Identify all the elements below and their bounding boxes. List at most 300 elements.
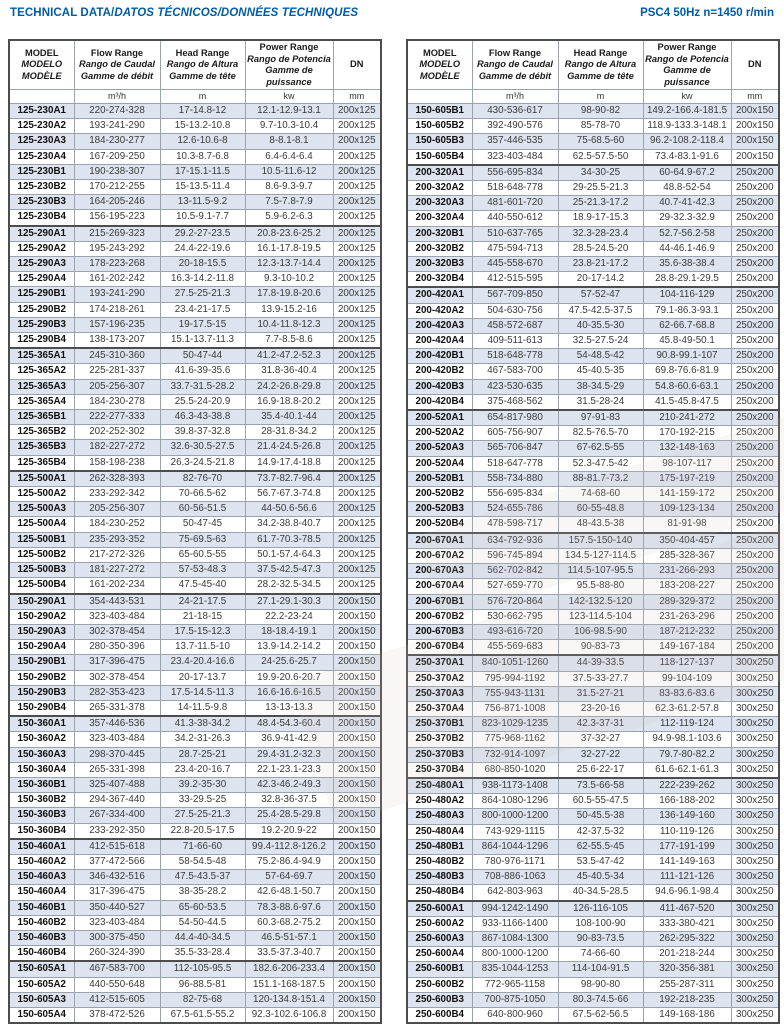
head-range-cell: 39.2-35-30 <box>160 777 245 792</box>
table-row <box>407 931 779 946</box>
head-range-cell: 41.3-38-34.2 <box>160 716 245 732</box>
head-range-cell: 13-11.5-9.2 <box>160 195 245 210</box>
power-range-cell: 25.4-28.5-29.8 <box>245 808 333 823</box>
table-row <box>9 364 381 379</box>
col-header-power-range: Power Range Rango de Potencia Gamme de puissance <box>245 40 333 90</box>
table-row <box>9 333 381 349</box>
table-row <box>407 349 779 364</box>
unit-dn: mm <box>333 90 381 104</box>
dn-cell: 300x250 <box>731 901 779 917</box>
model-cell: 150-460A4 <box>9 885 74 900</box>
dn-cell: 200x125 <box>333 317 381 332</box>
flow-range-cell: 823-1029-1235 <box>472 717 558 732</box>
table-row <box>407 456 779 471</box>
head-range-cell: 34.2-31-26.3 <box>160 732 245 747</box>
dn-cell: 200x125 <box>333 471 381 487</box>
head-range-cell: 73.5-66-58 <box>558 778 643 794</box>
flow-range-cell: 195-243-292 <box>74 241 160 256</box>
flow-range-cell: 178-223-268 <box>74 257 160 272</box>
power-range-cell: 60.3-68.2-75.2 <box>245 915 333 930</box>
dn-cell: 200x150 <box>731 134 779 149</box>
power-range-cell: 8.6-9.3-9.7 <box>245 180 333 195</box>
model-cell: 200-670A4 <box>407 579 472 594</box>
flow-range-cell: 346-432-516 <box>74 870 160 885</box>
table-row <box>407 686 779 701</box>
col-header-flow-range: Flow Range Rango de Caudal Gamme de débit <box>472 40 558 90</box>
power-range-cell: 90.8-99.1-107 <box>643 349 731 364</box>
dn-cell: 200x150 <box>333 854 381 869</box>
flow-range-cell: 282-353-423 <box>74 685 160 700</box>
table-row <box>9 793 381 808</box>
head-range-cell: 71-66-60 <box>160 839 245 855</box>
table-row <box>407 839 779 854</box>
model-cell: 200-320A4 <box>407 211 472 226</box>
power-range-cell: 36.9-41-42.9 <box>245 732 333 747</box>
dn-cell: 250x200 <box>731 379 779 394</box>
power-range-cell: 45.8-49-50.1 <box>643 334 731 349</box>
power-range-cell: 132-148-163 <box>643 441 731 456</box>
table-row <box>9 302 381 317</box>
dn-cell: 200x125 <box>333 210 381 226</box>
dn-cell: 300x250 <box>731 1007 779 1023</box>
table-row <box>407 901 779 917</box>
power-range-cell: 69.8-76.6-81.9 <box>643 364 731 379</box>
head-range-cell: 44-39-33.5 <box>558 655 643 671</box>
power-range-cell: 35.6-38-38.4 <box>643 257 731 272</box>
flow-range-cell: 412-515-595 <box>472 272 558 288</box>
dn-cell: 200x150 <box>333 961 381 977</box>
power-range-cell: 118.9-133.3-148.1 <box>643 119 731 134</box>
dn-cell: 200x125 <box>333 104 381 119</box>
head-range-cell: 24.4-22-19.6 <box>160 241 245 256</box>
dn-cell: 250x200 <box>731 394 779 410</box>
power-range-cell: 16.9-18.8-20.2 <box>245 394 333 409</box>
dn-cell: 250x200 <box>731 441 779 456</box>
dn-cell: 300x250 <box>731 870 779 885</box>
table-row <box>407 594 779 609</box>
power-range-cell: 177-191-199 <box>643 839 731 854</box>
head-range-cell: 65-60.5-55 <box>160 547 245 562</box>
model-cell: 150-605A4 <box>9 1007 74 1023</box>
power-range-cell: 149.2-166.4-181.5 <box>643 104 731 119</box>
flow-range-cell: 378-472-526 <box>74 1007 160 1023</box>
dn-cell: 200x125 <box>333 410 381 425</box>
model-cell: 125-290A3 <box>9 257 74 272</box>
power-range-cell: 333-380-421 <box>643 916 731 931</box>
power-range-cell: 54.8-60.6-63.1 <box>643 379 731 394</box>
model-cell: 150-605A1 <box>9 961 74 977</box>
table-row <box>407 762 779 778</box>
flow-range-cell: 800-1000-1200 <box>472 809 558 824</box>
table-row <box>9 854 381 869</box>
power-range-cell: 255-287-311 <box>643 977 731 992</box>
dn-cell: 200x150 <box>333 793 381 808</box>
model-cell: 200-320B2 <box>407 241 472 256</box>
table-row <box>407 517 779 533</box>
head-range-cell: 70-66.5-62 <box>160 487 245 502</box>
flow-range-cell: 481-601-720 <box>472 196 558 211</box>
unit-flow: m³/h <box>74 90 160 104</box>
power-range-cell: 7.5-7.8-7.9 <box>245 195 333 210</box>
power-range-cell: 22.1-23.1-23.3 <box>245 762 333 777</box>
table-row <box>407 272 779 288</box>
model-cell: 125-500A1 <box>9 471 74 487</box>
power-range-cell: 320-356-381 <box>643 962 731 977</box>
head-range-cell: 44.4-40-34.5 <box>160 930 245 945</box>
dn-cell: 300x250 <box>731 762 779 778</box>
model-cell: 200-420B1 <box>407 349 472 364</box>
flow-range-cell: 302-378-454 <box>74 624 160 639</box>
power-range-cell: 29.4-31.2-32.3 <box>245 747 333 762</box>
flow-range-cell: 193-241-290 <box>74 287 160 302</box>
flow-range-cell: 235-293-352 <box>74 532 160 547</box>
model-cell: 125-230A1 <box>9 104 74 119</box>
power-range-cell: 28.2-32.5-34.5 <box>245 578 333 594</box>
table-row <box>407 426 779 441</box>
flow-range-cell: 412-515-618 <box>74 839 160 855</box>
model-cell: 125-290A2 <box>9 241 74 256</box>
head-range-cell: 18.9-17-15.3 <box>558 211 643 226</box>
flow-range-cell: 530-662-795 <box>472 609 558 624</box>
head-range-cell: 74-68-60 <box>558 487 643 502</box>
dn-cell: 250x200 <box>731 241 779 256</box>
power-range-cell: 166-188-202 <box>643 794 731 809</box>
table-row <box>9 946 381 962</box>
flow-range-cell: 265-331-398 <box>74 762 160 777</box>
flow-range-cell: 867-1084-1300 <box>472 931 558 946</box>
model-cell: 250-480A4 <box>407 824 472 839</box>
model-cell: 125-500A4 <box>9 517 74 532</box>
table-row <box>9 210 381 226</box>
model-cell: 200-670A2 <box>407 548 472 563</box>
table-header <box>9 40 381 104</box>
power-range-cell: 99.4-112.8-126.2 <box>245 839 333 855</box>
flow-range-cell: 478-598-717 <box>472 517 558 533</box>
power-range-cell: 170-192-215 <box>643 426 731 441</box>
model-cell: 125-230A4 <box>9 149 74 164</box>
table-row <box>407 732 779 747</box>
model-cell: 250-480A2 <box>407 794 472 809</box>
power-range-cell: 289-329-372 <box>643 594 731 609</box>
dn-cell: 250x200 <box>731 487 779 502</box>
flow-range-cell: 565-706-847 <box>472 441 558 456</box>
model-cell: 200-520A1 <box>407 410 472 426</box>
model-cell: 200-670B2 <box>407 609 472 624</box>
head-range-cell: 35.5-33-28.4 <box>160 946 245 962</box>
model-cell: 200-420B3 <box>407 379 472 394</box>
dn-cell: 200x150 <box>333 732 381 747</box>
dn-cell: 200x150 <box>333 930 381 945</box>
model-cell: 150-460B4 <box>9 946 74 962</box>
model-cell: 200-320A3 <box>407 196 472 211</box>
table-row <box>9 747 381 762</box>
head-range-cell: 98-90-82 <box>558 104 643 119</box>
flow-range-cell: 245-310-360 <box>74 348 160 364</box>
col-header-head-range: Head Range Rango de Altura Gamme de tête <box>160 40 245 90</box>
flow-range-cell: 205-256-307 <box>74 379 160 394</box>
head-range-cell: 67.5-61.5-55.2 <box>160 1007 245 1023</box>
dn-cell: 200x150 <box>333 670 381 685</box>
dn-cell: 300x250 <box>731 778 779 794</box>
flow-range-cell: 323-403-484 <box>74 915 160 930</box>
flow-range-cell: 467-583-700 <box>472 364 558 379</box>
col-header-model: MODEL MODELO MODÈLE <box>9 40 74 90</box>
flow-range-cell: 377-472-566 <box>74 854 160 869</box>
flow-range-cell: 323-403-484 <box>472 149 558 165</box>
model-cell: 200-420A2 <box>407 303 472 318</box>
flow-range-cell: 262-328-393 <box>74 471 160 487</box>
head-range-cell: 21-18-15 <box>160 609 245 624</box>
head-range-cell: 96-88.5-81 <box>160 977 245 992</box>
power-range-cell: 42.3-46.2-49.3 <box>245 777 333 792</box>
head-range-cell: 15-13.2-10.8 <box>160 119 245 134</box>
model-cell: 250-600B1 <box>407 962 472 977</box>
power-range-cell: 16.6-16.6-16.5 <box>245 685 333 700</box>
model-cell: 200-520B3 <box>407 502 472 517</box>
flow-range-cell: 835-1044-1253 <box>472 962 558 977</box>
table-row <box>407 717 779 732</box>
power-range-cell: 231-263-296 <box>643 609 731 624</box>
flow-range-cell: 161-202-234 <box>74 578 160 594</box>
power-range-cell: 175-197-219 <box>643 471 731 486</box>
head-range-cell: 114.5-107-95.5 <box>558 564 643 579</box>
model-cell: 250-370B1 <box>407 717 472 732</box>
table-row <box>407 471 779 486</box>
col-header-head-range: Head Range Rango de Altura Gamme de tête <box>558 40 643 90</box>
flow-range-cell: 138-173-207 <box>74 333 160 349</box>
flow-range-cell: 157-196-235 <box>74 317 160 332</box>
flow-range-cell: 772-965-1158 <box>472 977 558 992</box>
flow-range-cell: 412-515-605 <box>74 992 160 1007</box>
power-range-cell: 110-119-126 <box>643 824 731 839</box>
model-cell: 200-320A1 <box>407 165 472 181</box>
head-range-cell: 85-78-70 <box>558 119 643 134</box>
flow-range-cell: 294-367-440 <box>74 793 160 808</box>
flow-range-cell: 458-572-687 <box>472 318 558 333</box>
power-range-cell: 13-13-13.3 <box>245 700 333 716</box>
flow-range-cell: 642-803-963 <box>472 885 558 901</box>
power-range-cell: 61.6-62.1-61.3 <box>643 762 731 778</box>
table-row <box>407 809 779 824</box>
model-cell: 150-290B2 <box>9 670 74 685</box>
head-range-cell: 37-32-27 <box>558 732 643 747</box>
power-range-cell: 42.6-48.1-50.7 <box>245 885 333 900</box>
head-range-cell: 17-15.1-11.5 <box>160 164 245 179</box>
flow-range-cell: 357-446-536 <box>74 716 160 732</box>
table-row <box>407 824 779 839</box>
model-cell: 125-365B2 <box>9 425 74 440</box>
dn-cell: 200x150 <box>731 104 779 119</box>
power-range-cell: 33.5-37.3-40.7 <box>245 946 333 962</box>
dn-cell: 200x125 <box>333 379 381 394</box>
power-range-cell: 40.7-41-42.3 <box>643 196 731 211</box>
model-cell: 200-670B1 <box>407 594 472 609</box>
flow-range-cell: 161-202-242 <box>74 272 160 287</box>
model-cell: 250-480B3 <box>407 870 472 885</box>
head-range-cell: 108-100-90 <box>558 916 643 931</box>
model-cell: 150-290A3 <box>9 624 74 639</box>
table-row <box>407 394 779 410</box>
flow-range-cell: 190-238-307 <box>74 164 160 179</box>
power-range-cell: 262-295-322 <box>643 931 731 946</box>
flow-range-cell: 423-530-635 <box>472 379 558 394</box>
head-range-cell: 25.6-22-17 <box>558 762 643 778</box>
table-row <box>9 425 381 440</box>
head-range-cell: 25.5-24-20.9 <box>160 394 245 409</box>
table-row <box>9 977 381 992</box>
flow-range-cell: 267-334-400 <box>74 808 160 823</box>
flow-range-cell: 170-212-255 <box>74 180 160 195</box>
model-cell: 125-500A2 <box>9 487 74 502</box>
col-header-flow-range: Flow Range Rango de Caudal Gamme de débit <box>74 40 160 90</box>
head-range-cell: 52.3-47.5-42 <box>558 456 643 471</box>
flow-range-cell: 864-1080-1296 <box>472 794 558 809</box>
unit-blank <box>407 90 472 104</box>
dn-cell: 200x125 <box>333 195 381 210</box>
model-cell: 125-230A2 <box>9 119 74 134</box>
table-row <box>9 226 381 242</box>
table-row <box>407 885 779 901</box>
model-cell: 125-290B2 <box>9 302 74 317</box>
power-range-cell: 73.7-82.7-96.4 <box>245 471 333 487</box>
model-cell: 250-600A3 <box>407 931 472 946</box>
flow-range-cell: 680-850-1020 <box>472 762 558 778</box>
flow-range-cell: 184-230-278 <box>74 394 160 409</box>
head-range-cell: 65-60-53.5 <box>160 900 245 915</box>
head-range-cell: 157.5-150-140 <box>558 533 643 549</box>
power-range-cell: 52.7-56.2-58 <box>643 226 731 241</box>
dn-cell: 300x250 <box>731 732 779 747</box>
dn-cell: 200x125 <box>333 455 381 471</box>
head-range-cell: 15-13.5-11.4 <box>160 180 245 195</box>
power-range-cell: 285-328-367 <box>643 548 731 563</box>
model-cell: 125-290B3 <box>9 317 74 332</box>
model-cell: 150-360A3 <box>9 747 74 762</box>
table-row <box>9 517 381 532</box>
flow-range-cell: 780-976-1171 <box>472 854 558 869</box>
flow-range-cell: 184-230-277 <box>74 134 160 149</box>
dn-cell: 300x250 <box>731 977 779 992</box>
dn-cell: 200x150 <box>333 594 381 610</box>
head-range-cell: 58-54.5-48 <box>160 854 245 869</box>
flow-range-cell: 440-550-612 <box>472 211 558 226</box>
model-cell: 125-365B4 <box>9 455 74 471</box>
flow-range-cell: 518-648-778 <box>472 349 558 364</box>
dn-cell: 200x150 <box>333 900 381 915</box>
power-range-cell: 104-116-129 <box>643 287 731 303</box>
table-row <box>9 547 381 562</box>
model-cell: 125-365A4 <box>9 394 74 409</box>
model-cell: 200-520A4 <box>407 456 472 471</box>
power-range-cell: 31.8-36-40.4 <box>245 364 333 379</box>
flow-range-cell: 743-929-1115 <box>472 824 558 839</box>
model-cell: 150-460A1 <box>9 839 74 855</box>
dn-cell: 300x250 <box>731 747 779 762</box>
table-row <box>407 149 779 165</box>
power-range-cell: 7.7-8.5-8.6 <box>245 333 333 349</box>
dn-cell: 250x200 <box>731 456 779 471</box>
head-range-cell: 50-45.5-38 <box>558 809 643 824</box>
head-range-cell: 27.5-25-21.3 <box>160 808 245 823</box>
dn-cell: 200x125 <box>333 547 381 562</box>
dn-cell: 200x125 <box>333 348 381 364</box>
power-range-cell: 111-121-126 <box>643 870 731 885</box>
model-cell: 125-290A4 <box>9 272 74 287</box>
power-range-cell: 19.9-20.6-20.7 <box>245 670 333 685</box>
flow-range-cell: 562-702-842 <box>472 564 558 579</box>
dn-cell: 200x125 <box>333 149 381 164</box>
power-range-cell: 120-134.8-151.4 <box>245 992 333 1007</box>
power-range-cell: 201-218-244 <box>643 947 731 962</box>
table-row <box>9 287 381 302</box>
head-range-cell: 80.3-74.5-66 <box>558 992 643 1007</box>
head-range-cell: 32.3-28-23.4 <box>558 226 643 241</box>
dn-cell: 300x250 <box>731 854 779 869</box>
dn-cell: 300x250 <box>731 962 779 977</box>
model-cell: 150-290B3 <box>9 685 74 700</box>
table-row <box>9 563 381 578</box>
table-row <box>9 317 381 332</box>
head-range-cell: 46.3-43-38.8 <box>160 410 245 425</box>
dn-cell: 250x200 <box>731 181 779 196</box>
title-bar <box>0 0 784 19</box>
model-cell: 250-480B4 <box>407 885 472 901</box>
flow-range-cell: 323-403-484 <box>74 732 160 747</box>
model-cell: 150-460B3 <box>9 930 74 945</box>
model-cell: 200-670A1 <box>407 533 472 549</box>
head-range-cell: 60-56-51.5 <box>160 502 245 517</box>
model-cell: 250-370A3 <box>407 686 472 701</box>
table-row <box>9 348 381 364</box>
dn-cell: 250x200 <box>731 257 779 272</box>
head-range-cell: 26.3-24.5-21.8 <box>160 455 245 471</box>
flow-range-cell: 455-569-683 <box>472 640 558 656</box>
model-cell: 200-320A2 <box>407 181 472 196</box>
dn-cell: 300x250 <box>731 839 779 854</box>
flow-range-cell: 225-281-337 <box>74 364 160 379</box>
dn-cell: 200x125 <box>333 333 381 349</box>
head-range-cell: 23.8-21-17.2 <box>558 257 643 272</box>
flow-range-cell: 800-1000-1200 <box>472 947 558 962</box>
head-range-cell: 62.5-57.5-50 <box>558 149 643 165</box>
dn-cell: 200x150 <box>333 747 381 762</box>
col-header-dn: DN <box>333 40 381 90</box>
head-range-cell: 67.5-62-56.5 <box>558 1007 643 1023</box>
table-row <box>9 685 381 700</box>
dn-cell: 200x150 <box>333 808 381 823</box>
power-range-cell: 32.8-36-37.5 <box>245 793 333 808</box>
model-cell: 125-290B1 <box>9 287 74 302</box>
col-header-dn: DN <box>731 40 779 90</box>
model-cell: 150-360B2 <box>9 793 74 808</box>
table-row <box>407 609 779 624</box>
model-cell: 250-600A1 <box>407 901 472 917</box>
table-row <box>9 471 381 487</box>
model-cell: 150-605A3 <box>9 992 74 1007</box>
table-row <box>407 671 779 686</box>
table-row <box>9 885 381 900</box>
model-cell: 200-420B4 <box>407 394 472 410</box>
power-range-cell: 8-8.1-8.1 <box>245 134 333 149</box>
flow-range-cell: 467-583-700 <box>74 961 160 977</box>
model-cell: 125-230B2 <box>9 180 74 195</box>
power-range-cell: 41.2-47.2-52.3 <box>245 348 333 364</box>
flow-range-cell: 518-648-778 <box>472 181 558 196</box>
power-range-cell: 18-18.4-19.1 <box>245 624 333 639</box>
model-cell: 150-460A2 <box>9 854 74 869</box>
table-row <box>407 303 779 318</box>
model-cell: 250-600B2 <box>407 977 472 992</box>
